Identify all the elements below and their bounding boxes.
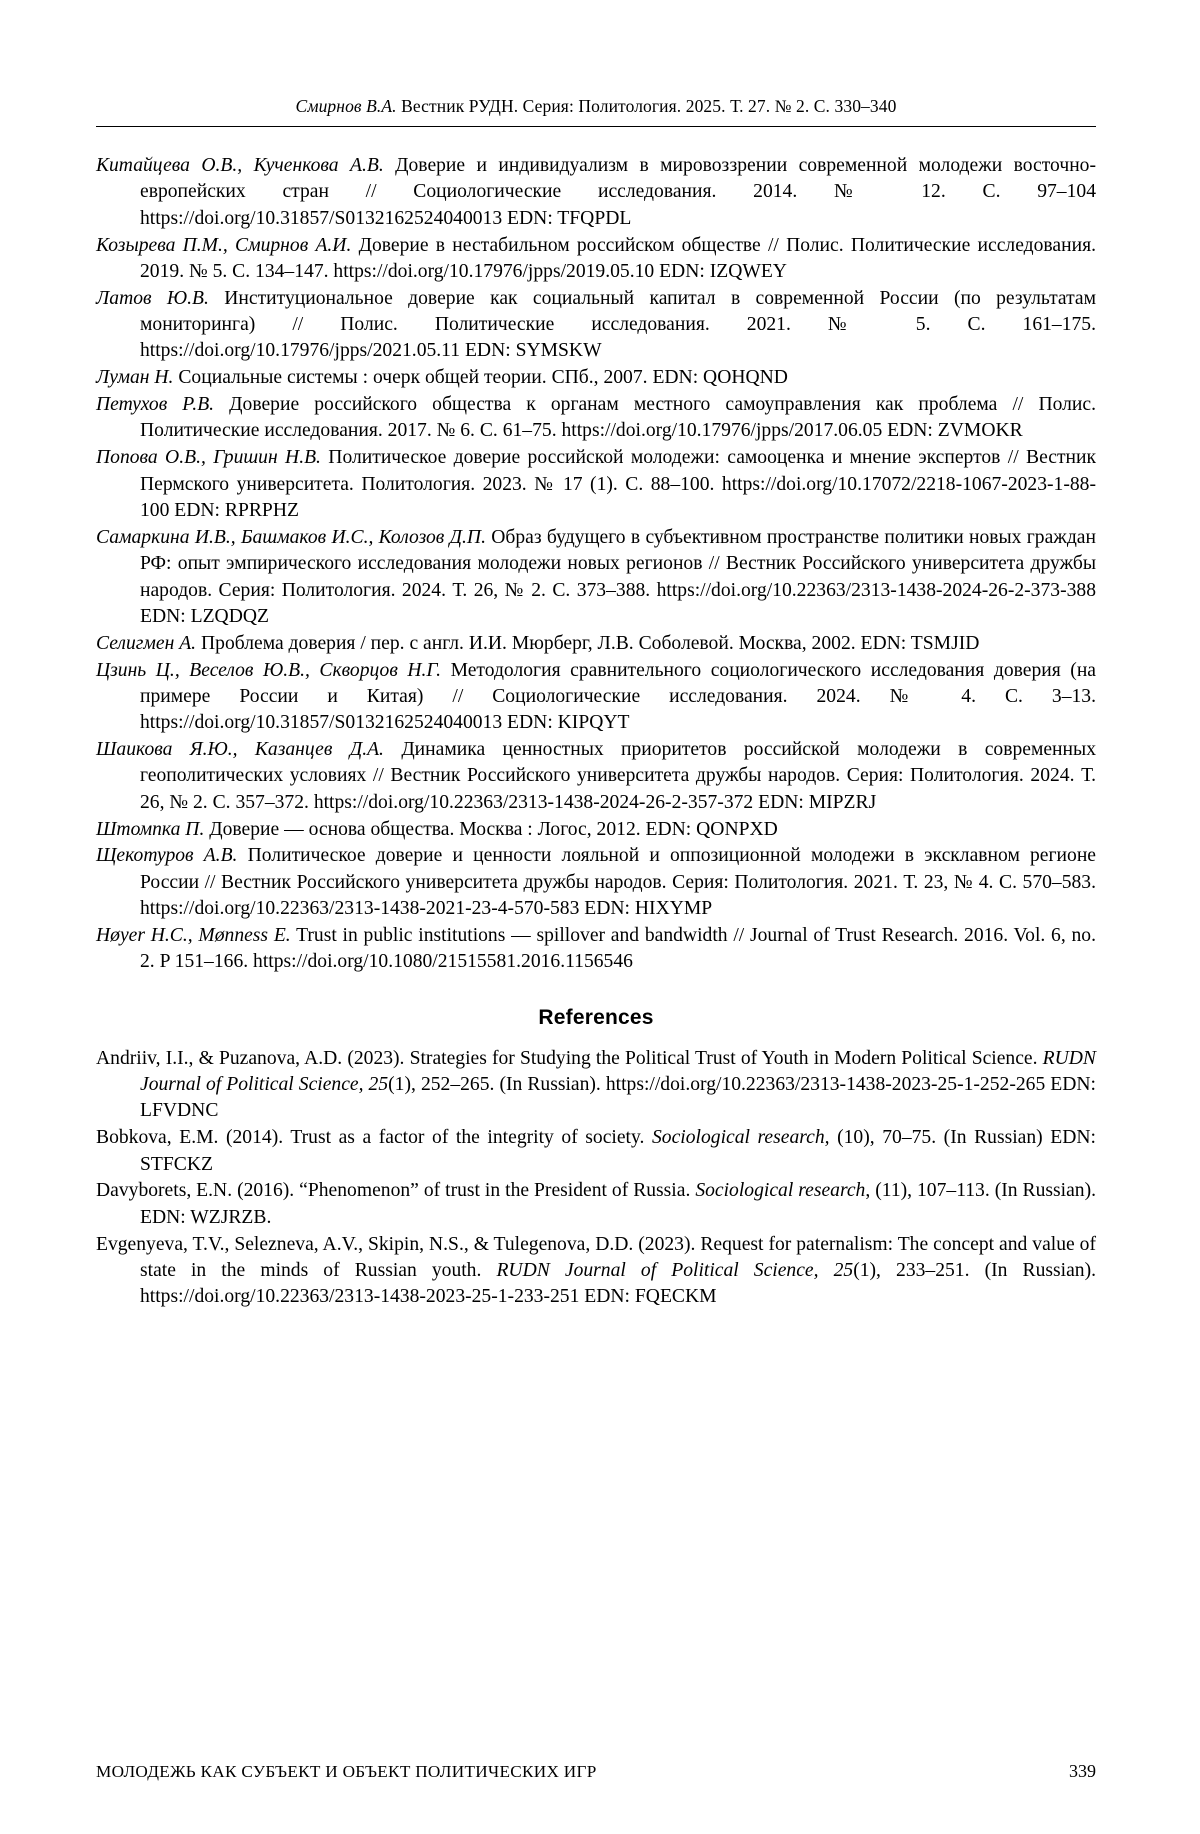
reference-item (96, 658, 1096, 737)
reference-item (96, 1125, 1096, 1178)
reference-authors: Høyer H.C., Mønness E. (96, 924, 291, 946)
reference-authors: Петухов Р.В. (96, 394, 215, 416)
reference-text-part2: , (11), 107–113. (In Russian). EDN: WZJRZB. (140, 1180, 1097, 1228)
reference-item (96, 445, 1096, 524)
reference-item (96, 286, 1096, 365)
reference-text: Образ будущего в субъективном пространстве политики новых граждан РФ: опыт эмпирического исследования молодежи новых регионов // Вестник Российского университета дружбы народов. Серия: Политология. 2024. Т. 26, № 2. С. 373–388. https://doi.org/10.22363/2313-1438-2024-26-2-373-388 EDN: LZQDQZ (140, 526, 1096, 627)
reference-item (96, 1178, 1096, 1231)
reference-text: Политическое доверие и ценности лояльной и оппозиционной молодежи в эксклавном регионе России // Вестник Российского университета дружбы народов. Серия: Политология. 2021. Т. 23, № 4. С. 570–583. https://doi.org/10.22363/2313-1438-2021-23-4-570-583 EDN: HIXYMP (140, 845, 1096, 920)
reference-text: Политическое доверие российской молодежи: самооценка и мнение экспертов // Вестник Пермского университета. Политология. 2023. № 17 (1). С. 88–100. https://doi.org/10.17072/2218-1067-2023-1-88-100 EDN: RPRPHZ (140, 447, 1097, 521)
reference-text-part1: Evgenyeva, T.V., Selezneva, A.V., Skipin, N.S., & Tulegenova, D.D. (2023). Request for paternalism: The concept and value of state in the minds of Russian youth. (96, 1233, 1096, 1281)
reference-text: Социальные системы : очерк общей теории. СПб., 2007. EDN: QOHQND (173, 367, 788, 389)
reference-authors: Луман Н. (96, 367, 174, 389)
reference-text-part1: Bobkova, E.M. (2014). Trust as a factor of the integrity of society. (96, 1127, 652, 1149)
reference-item (96, 843, 1096, 922)
reference-item (96, 153, 1096, 232)
running-head-source: Вестник РУДН. Серия: Политология. 2025. Т. 27. № 2. С. 330–340 (396, 96, 897, 116)
reference-text: Институциональное доверие как социальный капитал в современной России (по результатам мониторинга) // Полис. Политические исследования. 2021. № 5. С. 161–175. https://doi.org/10.17976/jpps/2021.05.11 EDN: SYMSKW (140, 287, 1096, 362)
reference-item (96, 737, 1096, 816)
reference-authors: Шаикова Я.Ю., Казанцев Д.А. (96, 739, 384, 761)
reference-item (96, 1232, 1096, 1311)
reference-item (96, 817, 1096, 843)
reference-text: Проблема доверия / пер. с англ. И.И. Мюрберг, Л.В. Соболевой. Москва, 2002. EDN: TSMJID (196, 632, 980, 654)
reference-text: Доверие — основа общества. Москва : Логос, 2012. EDN: QONPXD (204, 818, 778, 840)
reference-journal: Sociological research (695, 1180, 866, 1202)
reference-list-russian (96, 153, 1096, 976)
reference-authors: Козырева П.М., Смирнов А.И. (96, 234, 352, 256)
reference-authors: Китайцева О.В., Кученкова А.В. (96, 155, 384, 176)
page-footer (96, 1761, 1096, 1782)
reference-authors: Попова О.В., Гришин Н.В. (96, 447, 321, 469)
reference-item (96, 525, 1096, 630)
running-head (96, 96, 1096, 127)
reference-authors: Селигмен А. (96, 632, 197, 654)
reference-list-english (96, 1046, 1096, 1311)
footer-page-number: 339 (1069, 1761, 1096, 1781)
reference-journal: RUDN Journal of Political Science, 25 (140, 1047, 1096, 1095)
reference-text-part1: Andriiv, I.I., & Puzanova, A.D. (2023). Strategies for Studying the Political Trust of Youth in Modern Political Science. (96, 1047, 1043, 1069)
reference-item (96, 1046, 1096, 1125)
reference-item (96, 392, 1096, 445)
reference-item (96, 233, 1096, 286)
references-section-title: References (538, 1005, 654, 1029)
reference-authors: Штомпка П. (96, 818, 205, 840)
reference-text-part2: (10), 70–75. (In Russian) EDN: STFCKZ (140, 1127, 1096, 1175)
reference-authors: Латов Ю.В. (96, 287, 209, 309)
reference-authors: Самаркина И.В., Башмаков И.С., Колозов Д.П. (96, 526, 486, 548)
reference-text: Методология сравнительного социологического исследования доверия (на примере России и Китая) // Социологические исследования. 2024. № 4. С. 3–13. https://doi.org/10.31857/S0132162524040013 EDN: KIPQYT (140, 659, 1097, 734)
reference-text: Доверие российского общества к органам местного самоуправления как проблема // Полис. Политические исследования. 2017. № 6. С. 61–75. https://doi.org/10.17976/jpps/2017.06.05 EDN: ZVMOKR (140, 394, 1097, 442)
reference-text: Доверие и индивидуализм в мировоззрении современной молодежи восточно-европейских стран // Социологические исследования. 2014. № 12. С. 97–104 https://doi.org/10.31857/S0132162524040013 EDN: TFQPDL (140, 155, 1096, 229)
reference-text-part2: (1), 252–265. (In Russian). https://doi.org/10.22363/2313-1438-2023-25-1-252-265 EDN: LFVDNC (140, 1074, 1096, 1122)
reference-text: Доверие в нестабильном российском обществе // Полис. Политические исследования. 2019. № 5. С. 134–147. https://doi.org/10.17976/jpps/2019.05.10 EDN: IZQWEY (140, 234, 1096, 282)
reference-item (96, 923, 1096, 976)
reference-authors: Щекотуров А.В. (96, 845, 238, 867)
reference-item (96, 365, 1096, 391)
running-head-author: Смирнов В.А. (295, 96, 397, 116)
reference-text: Trust in public institutions — spillover and bandwidth // Journal of Trust Research. 2016. Vol. 6, no. 2. P 151–166. https://doi.org/10.1080/21515581.2016.1156546 (140, 924, 1096, 973)
footer-article-title: МОЛОДЕЖЬ КАК СУБЪЕКТ И ОБЪЕКТ ПОЛИТИЧЕСКИХ ИГР (96, 1762, 597, 1781)
reference-text-part2: (1), 233–251. (In Russian). https://doi.org/10.22363/2313-1438-2023-25-1-233-251 EDN: FQECKM (140, 1259, 1096, 1308)
reference-text-part1: Davyborets, E.N. (2016). “Phenomenon” of trust in the President of Russia. (96, 1180, 696, 1202)
reference-text: Динамика ценностных приоритетов российской молодежи в современных геополитических условиях // Вестник Российского университета дружбы народов. Серия: Политология. 2024. Т. 26, № 2. С. 357–372. https://doi.org/10.22363/2313-1438-2024-26-2-357-372 EDN: MIPZRJ (140, 739, 1096, 813)
reference-journal: RUDN Journal of Political Science, 25 (496, 1259, 854, 1281)
reference-authors: Цзинь Ц., Веселов Ю.В., Скворцов Н.Г. (96, 659, 442, 681)
reference-item (96, 631, 1096, 657)
reference-journal: Sociological research, (652, 1127, 830, 1149)
